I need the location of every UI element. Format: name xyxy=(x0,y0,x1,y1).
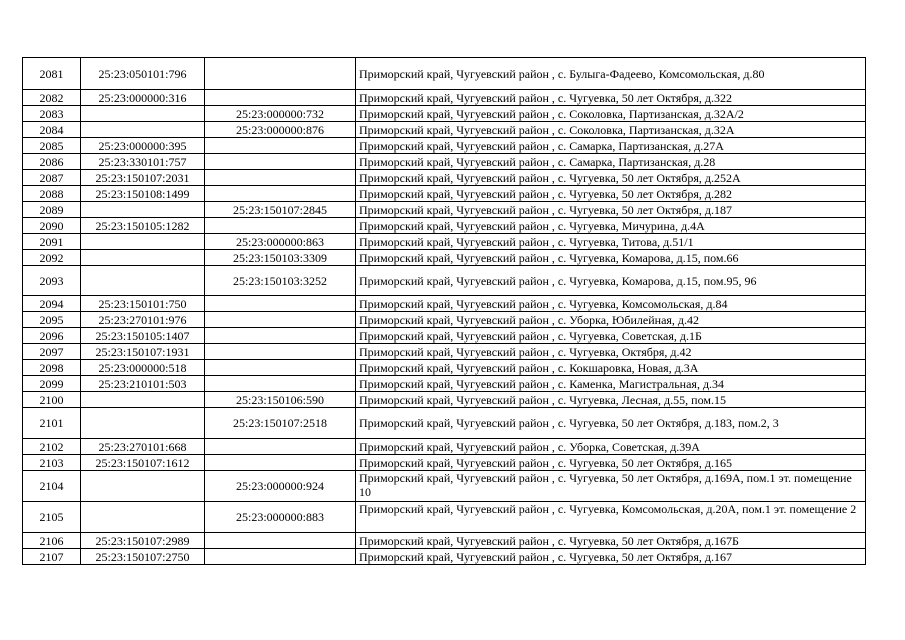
table-row xyxy=(23,312,866,328)
cadastral-number-cell xyxy=(81,392,205,408)
row-number-cell: 2096 xyxy=(23,328,81,344)
row-number-cell: 2104 xyxy=(23,471,81,502)
row-number-cell: 2085 xyxy=(23,138,81,154)
cadastral-number-cell: 25:23:150107:2989 xyxy=(81,533,205,549)
cadastral-number-cell: 25:23:150107:1612 xyxy=(81,455,205,471)
address-cell: Приморский край, Чугуевский район , с. Чугуевка, Комсомольская, д.20А, пом.1 эт. помещение 2 xyxy=(356,502,866,533)
cadastral-number-alt-cell: 25:23:000000:924 xyxy=(205,471,356,502)
table-row xyxy=(23,106,866,122)
table-row xyxy=(23,344,866,360)
cadastral-number-cell: 25:23:000000:316 xyxy=(81,90,205,106)
cadastral-number-alt-cell: 25:23:150107:2845 xyxy=(205,202,356,218)
cadastral-number-alt-cell xyxy=(205,439,356,455)
address-cell: Приморский край, Чугуевский район , с. Чугуевка, 50 лет Октября, д.167 xyxy=(356,549,866,565)
cadastral-number-cell xyxy=(81,250,205,266)
cadastral-number-cell: 25:23:150105:1282 xyxy=(81,218,205,234)
cadastral-number-alt-cell xyxy=(205,328,356,344)
cadastral-number-alt-cell xyxy=(205,455,356,471)
cadastral-number-cell xyxy=(81,502,205,533)
cadastral-number-alt-cell xyxy=(205,170,356,186)
cadastral-number-alt-cell xyxy=(205,360,356,376)
cadastral-number-cell xyxy=(81,234,205,250)
cadastral-number-alt-cell: 25:23:150107:2518 xyxy=(205,408,356,439)
row-number-cell: 2081 xyxy=(23,58,81,90)
address-cell: Приморский край, Чугуевский район , с. Чугуевка, 50 лет Октября, д.322 xyxy=(356,90,866,106)
address-cell: Приморский край, Чугуевский район , с. Чугуевка, Лесная, д.55, пом.15 xyxy=(356,392,866,408)
address-cell: Приморский край, Чугуевский район , с. Каменка, Магистральная, д.34 xyxy=(356,376,866,392)
table-row xyxy=(23,392,866,408)
cadastral-number-cell: 25:23:150105:1407 xyxy=(81,328,205,344)
row-number-cell: 2098 xyxy=(23,360,81,376)
row-number-cell: 2106 xyxy=(23,533,81,549)
cadastral-number-alt-cell xyxy=(205,90,356,106)
address-cell: Приморский край, Чугуевский район , с. Булыга-Фадеево, Комсомольская, д.80 xyxy=(356,58,866,90)
cadastral-number-alt-cell: 25:23:000000:876 xyxy=(205,122,356,138)
table-row xyxy=(23,376,866,392)
table-row xyxy=(23,266,866,296)
table-row xyxy=(23,328,866,344)
cadastral-number-cell: 25:23:150108:1499 xyxy=(81,186,205,202)
cadastral-number-alt-cell: 25:23:150103:3309 xyxy=(205,250,356,266)
row-number-cell: 2088 xyxy=(23,186,81,202)
row-number-cell: 2092 xyxy=(23,250,81,266)
table-row xyxy=(23,154,866,170)
cadastral-number-cell: 25:23:000000:518 xyxy=(81,360,205,376)
cadastral-number-cell: 25:23:150107:1931 xyxy=(81,344,205,360)
cadastral-number-cell: 25:23:270101:668 xyxy=(81,439,205,455)
address-cell: Приморский край, Чугуевский район , с. Чугуевка, 50 лет Октября, д.165 xyxy=(356,455,866,471)
cadastral-number-cell xyxy=(81,408,205,439)
cadastral-number-alt-cell: 25:23:000000:732 xyxy=(205,106,356,122)
cadastral-number-alt-cell: 25:23:150103:3252 xyxy=(205,266,356,296)
row-number-cell: 2101 xyxy=(23,408,81,439)
table-row xyxy=(23,90,866,106)
address-cell: Приморский край, Чугуевский район , с. Чугуевка, 50 лет Октября, д.169А, пом.1 эт. помещение 10 xyxy=(356,471,866,502)
address-cell: Приморский край, Чугуевский район , с. Соколовка, Партизанская, д.32А xyxy=(356,122,866,138)
cadastral-number-alt-cell xyxy=(205,138,356,154)
row-number-cell: 2097 xyxy=(23,344,81,360)
cadastral-number-alt-cell xyxy=(205,186,356,202)
row-number-cell: 2087 xyxy=(23,170,81,186)
row-number-cell: 2093 xyxy=(23,266,81,296)
address-cell: Приморский край, Чугуевский район , с. Чугуевка, 50 лет Октября, д.187 xyxy=(356,202,866,218)
row-number-cell: 2107 xyxy=(23,549,81,565)
address-cell: Приморский край, Чугуевский район , с. Кокшаровка, Новая, д.3А xyxy=(356,360,866,376)
cadastral-number-alt-cell xyxy=(205,533,356,549)
cadastral-number-cell: 25:23:000000:395 xyxy=(81,138,205,154)
table-row xyxy=(23,549,866,565)
table-row xyxy=(23,502,866,533)
address-cell: Приморский край, Чугуевский район , с. Уборка, Юбилейная, д.42 xyxy=(356,312,866,328)
cadastral-number-alt-cell xyxy=(205,154,356,170)
table-row xyxy=(23,439,866,455)
cadastral-number-cell: 25:23:210101:503 xyxy=(81,376,205,392)
table-row xyxy=(23,455,866,471)
table-row xyxy=(23,186,866,202)
address-cell: Приморский край, Чугуевский район , с. Чугуевка, Титова, д.51/1 xyxy=(356,234,866,250)
address-cell: Приморский край, Чугуевский район , с. Самарка, Партизанская, д.27А xyxy=(356,138,866,154)
cadastral-number-alt-cell xyxy=(205,218,356,234)
table-row xyxy=(23,138,866,154)
table-row xyxy=(23,170,866,186)
table-row xyxy=(23,58,866,90)
address-cell: Приморский край, Чугуевский район , с. Чугуевка, 50 лет Октября, д.167Б xyxy=(356,533,866,549)
cadastral-number-alt-cell: 25:23:000000:883 xyxy=(205,502,356,533)
cadastral-number-cell xyxy=(81,106,205,122)
row-number-cell: 2090 xyxy=(23,218,81,234)
cadastral-number-alt-cell: 25:23:000000:863 xyxy=(205,234,356,250)
row-number-cell: 2099 xyxy=(23,376,81,392)
table-row xyxy=(23,360,866,376)
address-cell: Приморский край, Чугуевский район , с. Уборка, Советская, д.39А xyxy=(356,439,866,455)
cadastral-number-alt-cell xyxy=(205,344,356,360)
address-cell: Приморский край, Чугуевский район , с. Чугуевка, Комсомольская, д.84 xyxy=(356,296,866,312)
cadastral-number-cell: 25:23:270101:976 xyxy=(81,312,205,328)
row-number-cell: 2086 xyxy=(23,154,81,170)
address-cell: Приморский край, Чугуевский район , с. Чугуевка, 50 лет Октября, д.183, пом.2, 3 xyxy=(356,408,866,439)
table-row xyxy=(23,250,866,266)
cadastral-number-cell xyxy=(81,202,205,218)
row-number-cell: 2100 xyxy=(23,392,81,408)
cadastral-number-cell: 25:23:150107:2750 xyxy=(81,549,205,565)
address-cell: Приморский край, Чугуевский район , с. Чугуевка, Советская, д.1Б xyxy=(356,328,866,344)
address-cell: Приморский край, Чугуевский район , с. Чугуевка, Комарова, д.15, пом.66 xyxy=(356,250,866,266)
row-number-cell: 2083 xyxy=(23,106,81,122)
row-number-cell: 2094 xyxy=(23,296,81,312)
table-row xyxy=(23,296,866,312)
row-number-cell: 2084 xyxy=(23,122,81,138)
row-number-cell: 2102 xyxy=(23,439,81,455)
registry-table xyxy=(22,57,866,565)
cadastral-number-cell: 25:23:150107:2031 xyxy=(81,170,205,186)
row-number-cell: 2091 xyxy=(23,234,81,250)
cadastral-number-alt-cell xyxy=(205,376,356,392)
row-number-cell: 2089 xyxy=(23,202,81,218)
table-row xyxy=(23,218,866,234)
row-number-cell: 2105 xyxy=(23,502,81,533)
address-cell: Приморский край, Чугуевский район , с. Соколовка, Партизанская, д.32А/2 xyxy=(356,106,866,122)
cadastral-number-alt-cell xyxy=(205,58,356,90)
address-cell: Приморский край, Чугуевский район , с. Чугуевка, Октября, д.42 xyxy=(356,344,866,360)
cadastral-number-alt-cell xyxy=(205,312,356,328)
row-number-cell: 2103 xyxy=(23,455,81,471)
address-cell: Приморский край, Чугуевский район , с. Чугуевка, Мичурина, д.4А xyxy=(356,218,866,234)
cadastral-number-alt-cell xyxy=(205,549,356,565)
address-cell: Приморский край, Чугуевский район , с. Чугуевка, Комарова, д.15, пом.95, 96 xyxy=(356,266,866,296)
cadastral-number-alt-cell xyxy=(205,296,356,312)
cadastral-number-cell xyxy=(81,266,205,296)
cadastral-number-alt-cell: 25:23:150106:590 xyxy=(205,392,356,408)
cadastral-number-cell: 25:23:050101:796 xyxy=(81,58,205,90)
table-row xyxy=(23,471,866,502)
table-row xyxy=(23,408,866,439)
address-cell: Приморский край, Чугуевский район , с. Чугуевка, 50 лет Октября, д.282 xyxy=(356,186,866,202)
table-row xyxy=(23,234,866,250)
row-number-cell: 2082 xyxy=(23,90,81,106)
table-row xyxy=(23,202,866,218)
table-row xyxy=(23,122,866,138)
address-cell: Приморский край, Чугуевский район , с. Самарка, Партизанская, д.28 xyxy=(356,154,866,170)
row-number-cell: 2095 xyxy=(23,312,81,328)
cadastral-number-cell xyxy=(81,122,205,138)
cadastral-number-cell xyxy=(81,471,205,502)
cadastral-number-cell: 25:23:150101:750 xyxy=(81,296,205,312)
registry-table-body xyxy=(23,58,866,565)
address-cell: Приморский край, Чугуевский район , с. Чугуевка, 50 лет Октября, д.252А xyxy=(356,170,866,186)
cadastral-number-cell: 25:23:330101:757 xyxy=(81,154,205,170)
table-row xyxy=(23,533,866,549)
